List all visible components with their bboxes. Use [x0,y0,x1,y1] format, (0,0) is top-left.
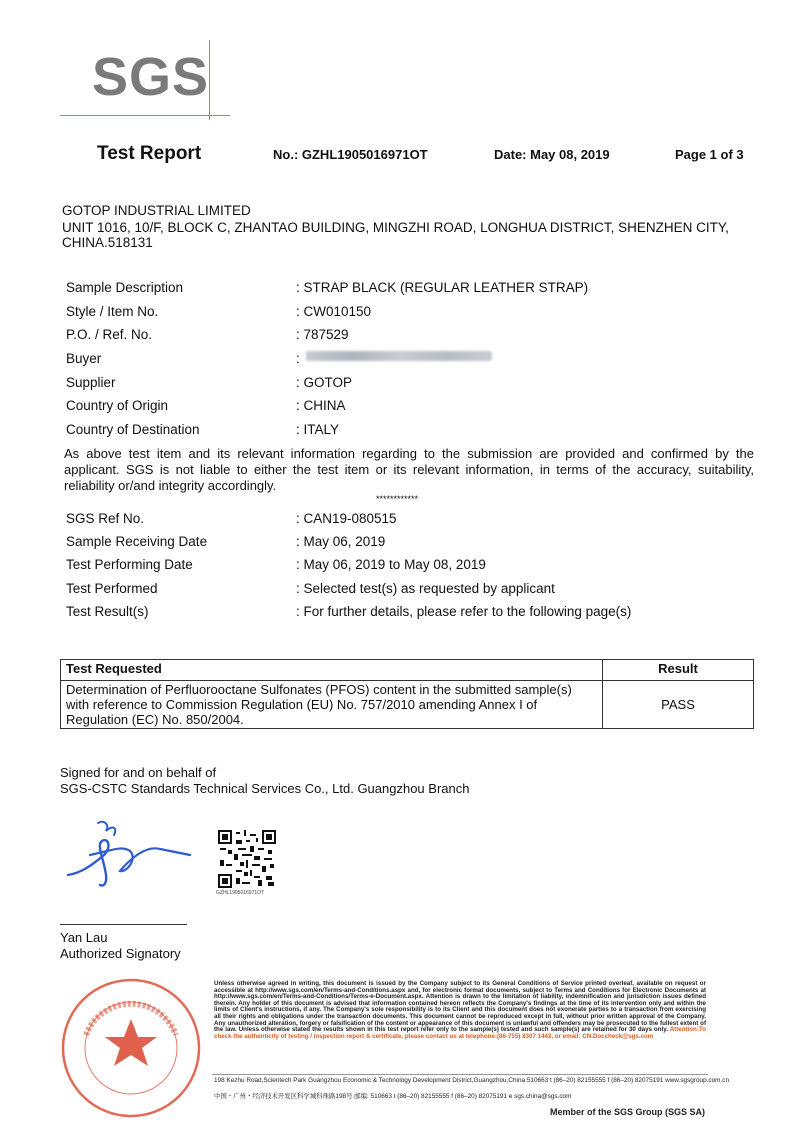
field-label: Supplier [66,375,116,390]
header-result: Result [603,660,754,681]
disclaimer-text: As above test item and its relevant information regarding to the submission are provided and confirmed by the applicant. SGS is not liable to either the test item or its relevant information, in terms of the accuracy, suitability, reliability or/and integrity accordingly. [64,446,754,493]
field-value: : Selected test(s) as requested by applicant [296,581,555,596]
company-seal-stamp [58,975,204,1121]
field-value: : CW010150 [296,304,372,319]
terms-and-conditions-text [214,981,706,1040]
signatory-name: Yan Lau [60,930,108,945]
test-result-table [60,659,754,729]
field-label: Style / Item No. [66,304,159,319]
footer-divider [212,1074,708,1075]
field-value: : [296,351,300,366]
applicant-address-line2: CHINA.518131 [62,235,153,250]
signatory-role: Authorized Signatory [60,946,181,961]
field-value: : For further details, please refer to the following page(s) [296,604,632,619]
field-label: Test Performing Date [66,557,193,572]
field-label: Sample Receiving Date [66,534,208,549]
footer-address-en: 198 Kezhu Road,Scientech Park Guangzhou Economic & Technology Development District,Guangzhou,China 510663 t (86–20) 82155555 f (86–20) 82075191 www.sgsgroup.com.cn [214,1077,730,1084]
sgs-group-member: Member of the SGS Group (SGS SA) [550,1107,706,1117]
handwritten-signature [60,815,210,895]
field-value: : May 06, 2019 [296,534,386,549]
qr-caption: GZHL1905016971OT [216,890,265,896]
result-cell: PASS [603,681,754,729]
field-label: Test Result(s) [66,604,149,619]
redacted-buyer [306,351,492,361]
field-label: SGS Ref No. [66,511,145,526]
report-title: Test Report [97,143,202,164]
logo-vertical-line [209,40,210,120]
report-date: Date: May 08, 2019 [494,147,610,162]
field-value: : STRAP BLACK (REGULAR LEATHER STRAP) [296,280,589,295]
table-header-row [61,660,754,681]
signature-line [60,924,187,925]
report-number: No.: GZHL1905016971OT [273,147,428,162]
field-value: : 787529 [296,327,349,342]
applicant-company: GOTOP INDUSTRIAL LIMITED [62,203,251,218]
footer-address-cn: 中国・广州・经济技术开发区科学城科珠路198号 邮编: 510663 t (86–20) 82155555 f (86–20) 82075191 e sgs.china@sgs.com [214,1093,572,1100]
field-value: : CHINA [296,398,346,413]
field-value: : May 06, 2019 to May 08, 2019 [296,557,486,572]
field-label: Test Performed [66,581,158,596]
field-value: : GOTOP [296,375,353,390]
header-test-requested: Test Requested [61,660,603,681]
field-label: P.O. / Ref. No. [66,327,153,342]
sgs-logo: SGS [92,47,210,107]
authenticity-notice: Attention:To check the authenticity of testing / inspection report & certificate, please contact us at telephone:(86-755) 8307 1443, or email: CN.Doccheck@sgs.com [214,1026,706,1040]
test-requested-cell: Determination of Perfluorooctane Sulfonates (PFOS) content in the submitted sample(s) with reference to Commission Regulation (EU) No. 757/2010 amending Annex I of Regulation (EC) No. 850/2004. [61,681,603,729]
field-value: : CAN19-080515 [296,511,397,526]
field-label: Sample Description [66,280,184,295]
field-value: : ITALY [296,422,340,437]
applicant-address-line1: UNIT 1016, 10/F, BLOCK C, ZHANTAO BUILDING, MINGZHI ROAD, LONGHUA DISTRICT, SHENZHEN CITY, [62,220,729,235]
signed-line1: Signed for and on behalf of [60,765,217,780]
separator: ************ [376,494,419,504]
field-label: Buyer [66,351,102,366]
table-row [61,681,754,729]
page-number: Page 1 of 3 [675,147,744,162]
terms-text: Unless otherwise agreed in writing, this document is issued by the Company subject to its General Conditions of Service printed overleaf, available on request or accessible at http://www.sgs.com/en/Terms-and-Conditions.aspx and, for electronic format documents, subject to Terms and Conditions for Electronic Documents at http://www.sgs.com/en/Terms-and-Conditions/Terms-e-Document.aspx. Attention is drawn to the limitation of liability, indemnification and jurisdiction issues defined therein. Any holder of this document is advised that information contained hereon reflects the Company's findings at the time of its intervention only and within the limits of Client's instructions, if any. The Company's sole responsibility is to its Client and this document does not exonerate parties to a transaction from exercising all their rights and obligations under the transaction documents. This document cannot be reproduced except in full, without prior written approval of the Company. Any unauthorized alteration, forgery or falsification of the content or appearance of this document is unlawful and offenders may be prosecuted to the fullest extent of the law. Unless otherwise stated the results shown in this test report refer only to the sample(s) tested and such sample(s) are retained for 30 days only. [214,980,706,1034]
signed-line2: SGS-CSTC Standards Technical Services Co., Ltd. Guangzhou Branch [60,781,470,796]
logo-underline [60,115,230,116]
field-label: Country of Origin [66,398,169,413]
field-label: Country of Destination [66,422,200,437]
qr-code-icon [218,830,276,888]
